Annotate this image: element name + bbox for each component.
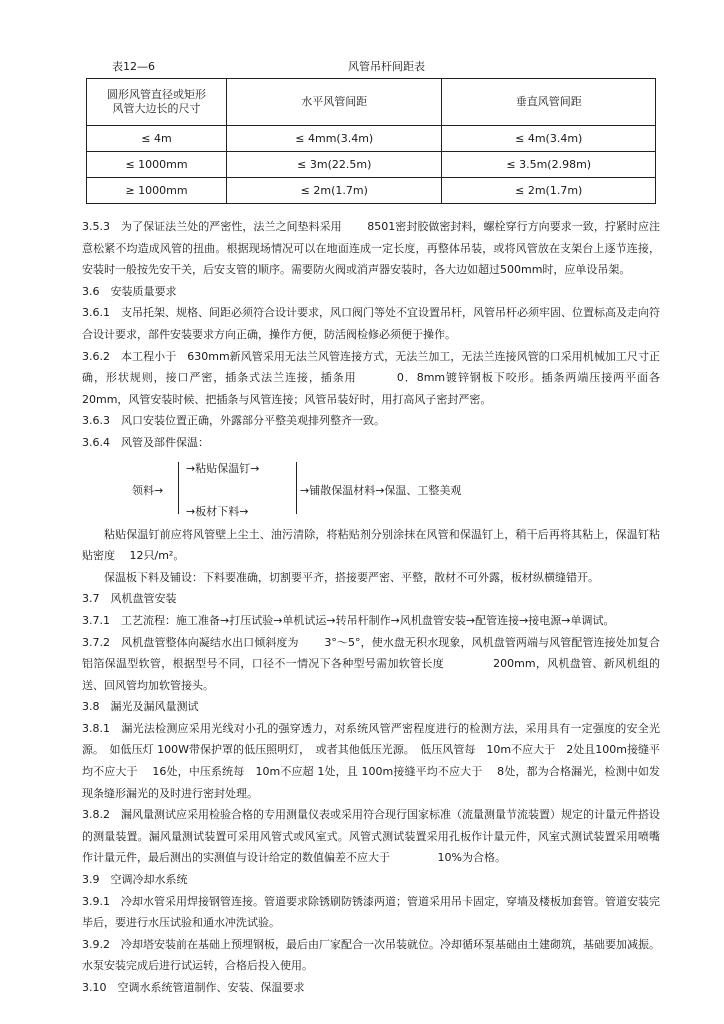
table-title: 风管吊杆间距表 <box>348 60 425 73</box>
table-cell: ≤ 4mm(3.4m) <box>227 126 442 152</box>
paragraph-3-8-1: 3.8.1 漏光法检测应采用光线对小孔的强穿透力，对系统风管严密程度进行的检测方法，采用具有一定强度的安全光源。 如低压灯 100W带保护罩的低压照明灯， 或者其他低压光源。 低压风管每 10m不应大于 2处且100m接缝平均不应大于 16处，中压系统每 10m不应超 1处，且 100m接缝平均不应大于 8处，都为合格漏光，检测中如发现条缝形漏光的及时进行密封处理。 <box>82 721 660 800</box>
paragraph-3-8-2: 3.8.2 漏风量测试应采用检验合格的专用测量仪表或采用符合现行国家标准（流量测量节流装置）规定的计量元件搭设的测量装置。漏风量测试装置可采用风管式或风室式。风管式测试装置采用孔板作计量元件，风室式测试装置采用喷嘴作计量元件，最后测出的实测值与设计给定的数值偏差不应大于 10%为合格。 <box>82 808 660 865</box>
table-cell: ≤ 2m(1.7m) <box>442 178 656 204</box>
flow-branch-1: →粘贴保温钉→ <box>186 461 260 475</box>
table-cell: ≤ 4m(3.4m) <box>442 126 656 152</box>
paragraph-3-6-2: 3.6.2 本工程小于 630mm新风管采用无法兰风管连接方式，无法兰加工，无法兰连接风管的口采用机械加工尺寸正确，形状规则，接口严密，插条式法兰连接，插条用 0．8mm镀锌钢板下咬形。插条两端压接两平面各 20mm，风管安装时候、把插条与风管连接；风管吊装好时，用打高风子密封严密。 <box>82 349 660 406</box>
paragraph-3-5-3: 3.5.3 为了保证法兰处的严密性，法兰之间垫料采用 8501密封胶做密封料，螺栓穿行方向要求一致，拧紧时应注意松紧不均造成风管的扭曲。根据现场情况可以在地面连成一定长度，再整体吊装，或将风管放在支架台上逐节连接，安装时一般按先安干关，后安支管的顺序。需要防火阀或消声器安装时，各大边如超过500mm时，应单设吊架。 <box>82 220 660 277</box>
paragraph-3-6-4: 3.6.4 风管及部件保温： <box>82 435 209 449</box>
left-bracket <box>178 462 185 514</box>
paragraph-3-6-3: 3.6.3 风口安装位置正确，外露部分平整美观排列整齐一致。 <box>82 414 385 428</box>
table-cell: ≤ 4m <box>87 126 227 152</box>
hanger-spacing-table <box>86 78 656 204</box>
paragraph-3-9-1: 3.9.1 冷却水管采用焊接钢管连接。管道要求除锈刷防锈漆两道；管道采用吊卡固定，穿墙及楼板加套管。管道安装完毕后，要进行水压试验和通水冲洗试验。 <box>82 894 660 930</box>
section-heading-3-10: 3.10 空调水系统管道制作、安装、保温要求 <box>82 981 305 994</box>
paragraph-3-6-1: 3.6.1 支吊托架、规格、间距必须符合设计要求，风口阀门等处不宜设置吊杆，风管吊杆必须牢固、位置标高及走向符合设计要求，部件安装要求方向正确，操作方便，防活阀检修必须便于操作。 <box>82 306 660 341</box>
header-vertical: 垂直风管间距 <box>442 79 656 126</box>
paragraph-insulation-nail: 粘贴保温钉前应将风管壁上尘土、油污清除，将粘贴剂分别涂抹在风管和保温钉上，稍干后再将其粘上，保温钉粘贴密度 12只/m²。 <box>82 527 660 563</box>
section-heading-3-8: 3.8 漏光及漏风量测试 <box>82 700 199 714</box>
table-cell: ≤ 1000mm <box>87 152 227 178</box>
section-heading-3-9: 3.9 空调冷却水系统 <box>82 873 188 887</box>
table-row <box>87 152 656 178</box>
paragraph-3-7-2: 3.7.2 风机盘管整体向凝结水出口倾斜度为 3°～5°，使水盘无积水现象，风机盘管两端与风管配管连接处加复合铝箔保温型软管，根据型号不同，口径不一情况下各种型号需加软管长度 200mm，风机盘管、新风机组的送、回风管均加软管接头。 <box>82 635 660 692</box>
table-cell: ≤ 3.5m(2.98m) <box>442 152 656 178</box>
paragraph-3-7-1: 3.7.1 工艺流程：施工准备→打压试验→单机试运→转吊杆制作→风机盘管安装→配管连接→接电源→单调试。 <box>82 613 615 627</box>
table-number: 表12—6 <box>112 60 155 73</box>
flow-branch-2: →板材下料→ <box>186 504 249 518</box>
insulation-flow-diagram <box>82 456 660 524</box>
header-size: 圆形风管直径或矩形 风管大边长的尺寸 <box>87 79 227 126</box>
flow-target: →铺散保温材料→保温、工整美观 <box>300 483 462 497</box>
table-cell: ≤ 3m(22.5m) <box>227 152 442 178</box>
table-cell: ≤ 2m(1.7m) <box>227 178 442 204</box>
table-caption <box>86 56 646 74</box>
table-row <box>87 178 656 204</box>
section-heading-3-6: 3.6 安装质量要求 <box>82 284 177 298</box>
paragraph-insulation-board: 保温板下料及铺设：下料要准确，切割要平齐，搭接要严密、平整，散材不可外露，板材纵横缝错开。 <box>104 570 599 584</box>
header-horizontal: 水平风管间距 <box>227 79 442 126</box>
flow-source: 领料→ <box>132 483 164 497</box>
table-header-row <box>87 79 656 126</box>
paragraph-3-9-2: 3.9.2 冷却塔安装前在基础上预埋钢板，最后由厂家配合一次吊装就位。冷却循环泵基础由土建砌筑，基础要加减振。水泵安装完成后进行试运转，合格后投入使用。 <box>82 937 660 973</box>
table-row <box>87 126 656 152</box>
document-body <box>82 216 660 999</box>
right-bracket <box>290 462 297 514</box>
table-cell: ≥ 1000mm <box>87 178 227 204</box>
section-heading-3-7: 3.7 风机盘管安装 <box>82 592 177 606</box>
